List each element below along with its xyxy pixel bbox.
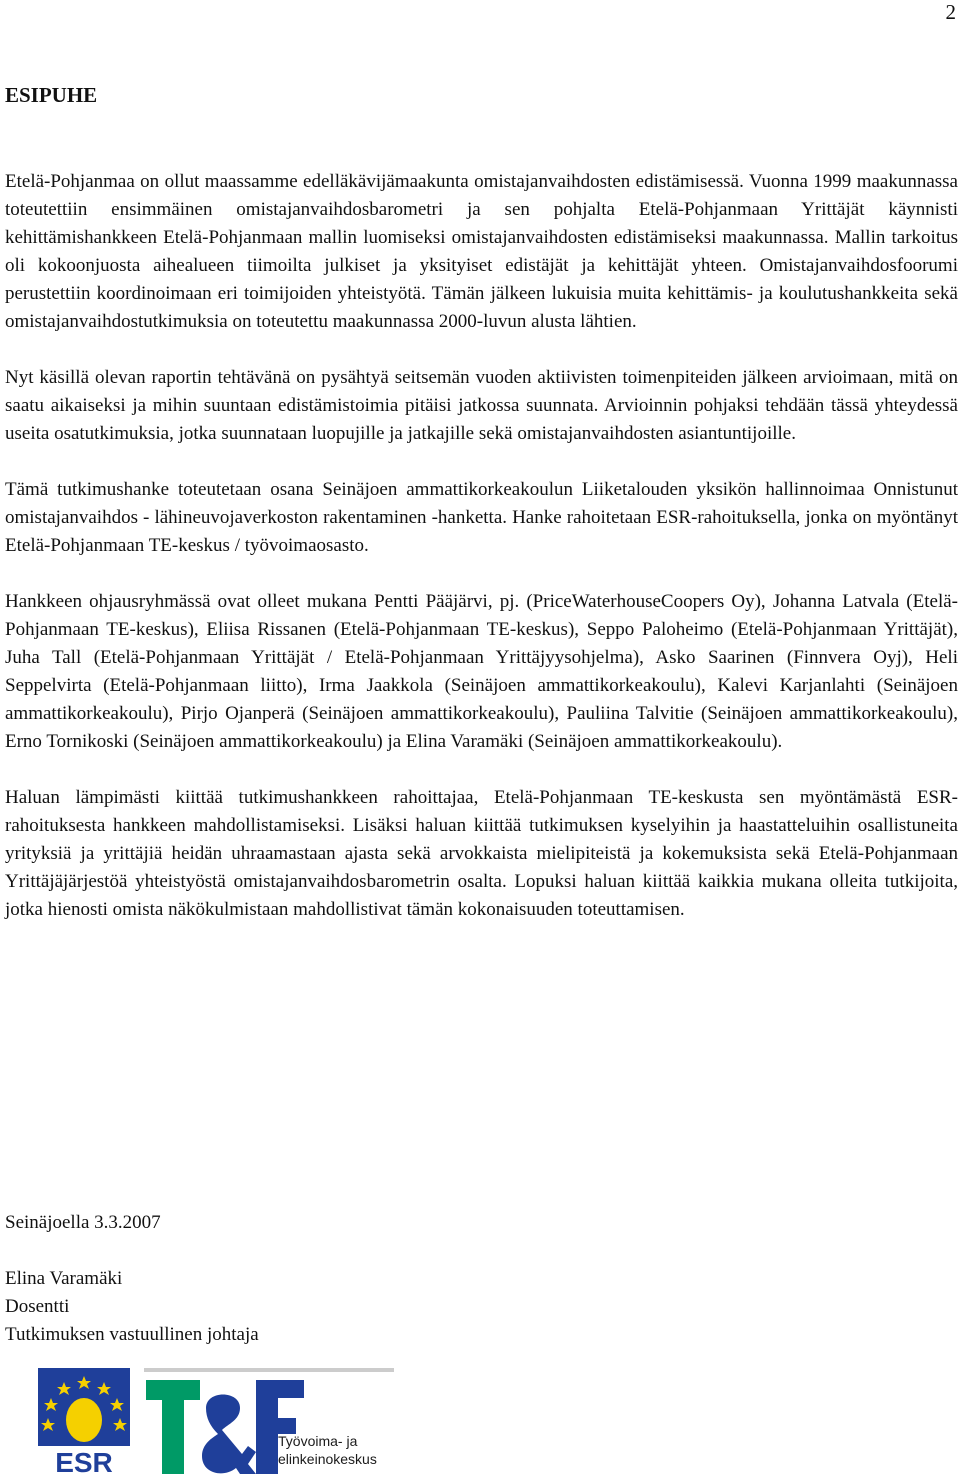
logo-row	[38, 1368, 394, 1476]
signer-title: Dosentti	[5, 1296, 70, 1317]
paragraph-2: Nyt käsillä olevan raportin tehtävänä on pysähtyä seitsemän vuoden aktiivisten toimenpiteiden jälkeen arvioimaan, mitä on saatu aikaiseksi ja mihin suuntaan edistämistoimia pitäisi jatkossa suunnata. Arvioinnin pohjaksi tehdään tässä yhteydessä useita osatutkimuksia, jotka suunnataan luopujille ja jatkajille sekä omistajanvaihdosten asiantuntijoille.	[5, 367, 958, 444]
te-keskus-logo	[144, 1368, 394, 1476]
paragraph-3: Tämä tutkimushanke toteutetaan osana Seinäjoen ammattikorkeakoulun Liiketalouden yksikön hallinnoimaa Onnistunut omistajanvaihdos - lähineuvojaverkoston rakentaminen -hanketta. Hanke rahoitetaan ESR-rahoituksella, jonka on myöntänyt Etelä-Pohjanmaan TE-keskus / työvoimaosasto.	[5, 479, 958, 556]
paragraph-5: Haluan lämpimästi kiittää tutkimushankkeen rahoittajaa, Etelä-Pohjanmaan TE-keskusta sen myöntämästä ESR-rahoituksesta hankkeen mahdollistamiseksi. Lisäksi haluan kiittää tutkimuksen kyselyihin ja haastatteluihin osallistuneita yrityksiä ja yrittäjiä heidän uhraamastaan ajasta sekä arvokkaista mielipiteistä ja kokemuksista sekä Etelä-Pohjanmaan Yrittäjäjärjestöä yhteistyöstä omistajanvaihdosbarometrin osalta. Lopuksi haluan kiittää kaikkia mukana olleita tutkijoita, jotka hienosti omista näkökulmistaan mahdollistivat tämän kokonaisuuden toteuttamisen.	[5, 787, 958, 920]
body-text	[5, 168, 958, 952]
signer-role: Tutkimuksen vastuullinen johtaja	[5, 1324, 259, 1345]
te-text-line-2: elinkeinokeskus	[278, 1451, 377, 1467]
signature-block	[5, 1209, 259, 1349]
page-title: ESIPUHE	[5, 83, 98, 107]
esr-logo-text: ESR	[55, 1447, 113, 1476]
te-text-line-1: Työvoima- ja	[278, 1433, 358, 1449]
paragraph-1: Etelä-Pohjanmaa on ollut maassamme edelläkävijämaakunta omistajanvaihdosten edistämisessä. Vuonna 1999 maakunnassa toteutettiin ensimmäinen omistajanvaihdosbarometri ja sen pohjalta Etelä-Pohjanmaan Yrittäjät käynnisti kehittämishankkeen Etelä-Pohjanmaan mallin luomiseksi omistajanvaihdosten edistämiseksi maakunnassa. Mallin tarkoitus oli kokoonjuosta aihealueen tiimoilta julkiset ja yksityiset edistäjät ja kehittäjät yhteen. Omistajanvaihdosfoorumi perustettiin koordinoimaan eri toimijoiden yhteistyötä. Tämän jälkeen lukuisia muita kehittämis- ja koulutushankkeita sekä omistajanvaihdostutkimuksia on toteutettu maakunnassa 2000-luvun alusta lähtien.	[5, 171, 958, 332]
esr-logo	[38, 1368, 130, 1476]
place-date: Seinäjoella 3.3.2007	[5, 1212, 161, 1233]
signer-name: Elina Varamäki	[5, 1268, 123, 1289]
paragraph-4: Hankkeen ohjausryhmässä ovat olleet mukana Pentti Pääjärvi, pj. (PriceWaterhouseCoopers Oy), Johanna Latvala (Etelä-Pohjanmaan TE-keskus), Eliisa Rissanen (Etelä-Pohjanmaan TE-keskus), Seppo Paloheimo (Etelä-Pohjanmaan Yrittäjät), Juha Tall (Etelä-Pohjanmaan Yrittäjät / Etelä-Pohjanmaan Yrittäjyysohjelma), Asko Saarinen (Finnvera Oyj), Heli Seppelvirta (Etelä-Pohjanmaan liitto), Irma Jaakkola (Seinäjoen ammattikorkeakoulu), Kalevi Karjanlahti (Seinäjoen ammattikorkeakoulu), Pirjo Ojanperä (Seinäjoen ammattikorkeakoulu), Pauliina Talvitie (Seinäjoen ammattikorkeakoulu), Erno Tornikoski (Seinäjoen ammattikorkeakoulu) ja Elina Varamäki (Seinäjoen ammattikorkeakoulu).	[5, 591, 958, 752]
page-number: 2	[945, 0, 956, 24]
te-keskus-logo-text	[278, 1432, 377, 1468]
